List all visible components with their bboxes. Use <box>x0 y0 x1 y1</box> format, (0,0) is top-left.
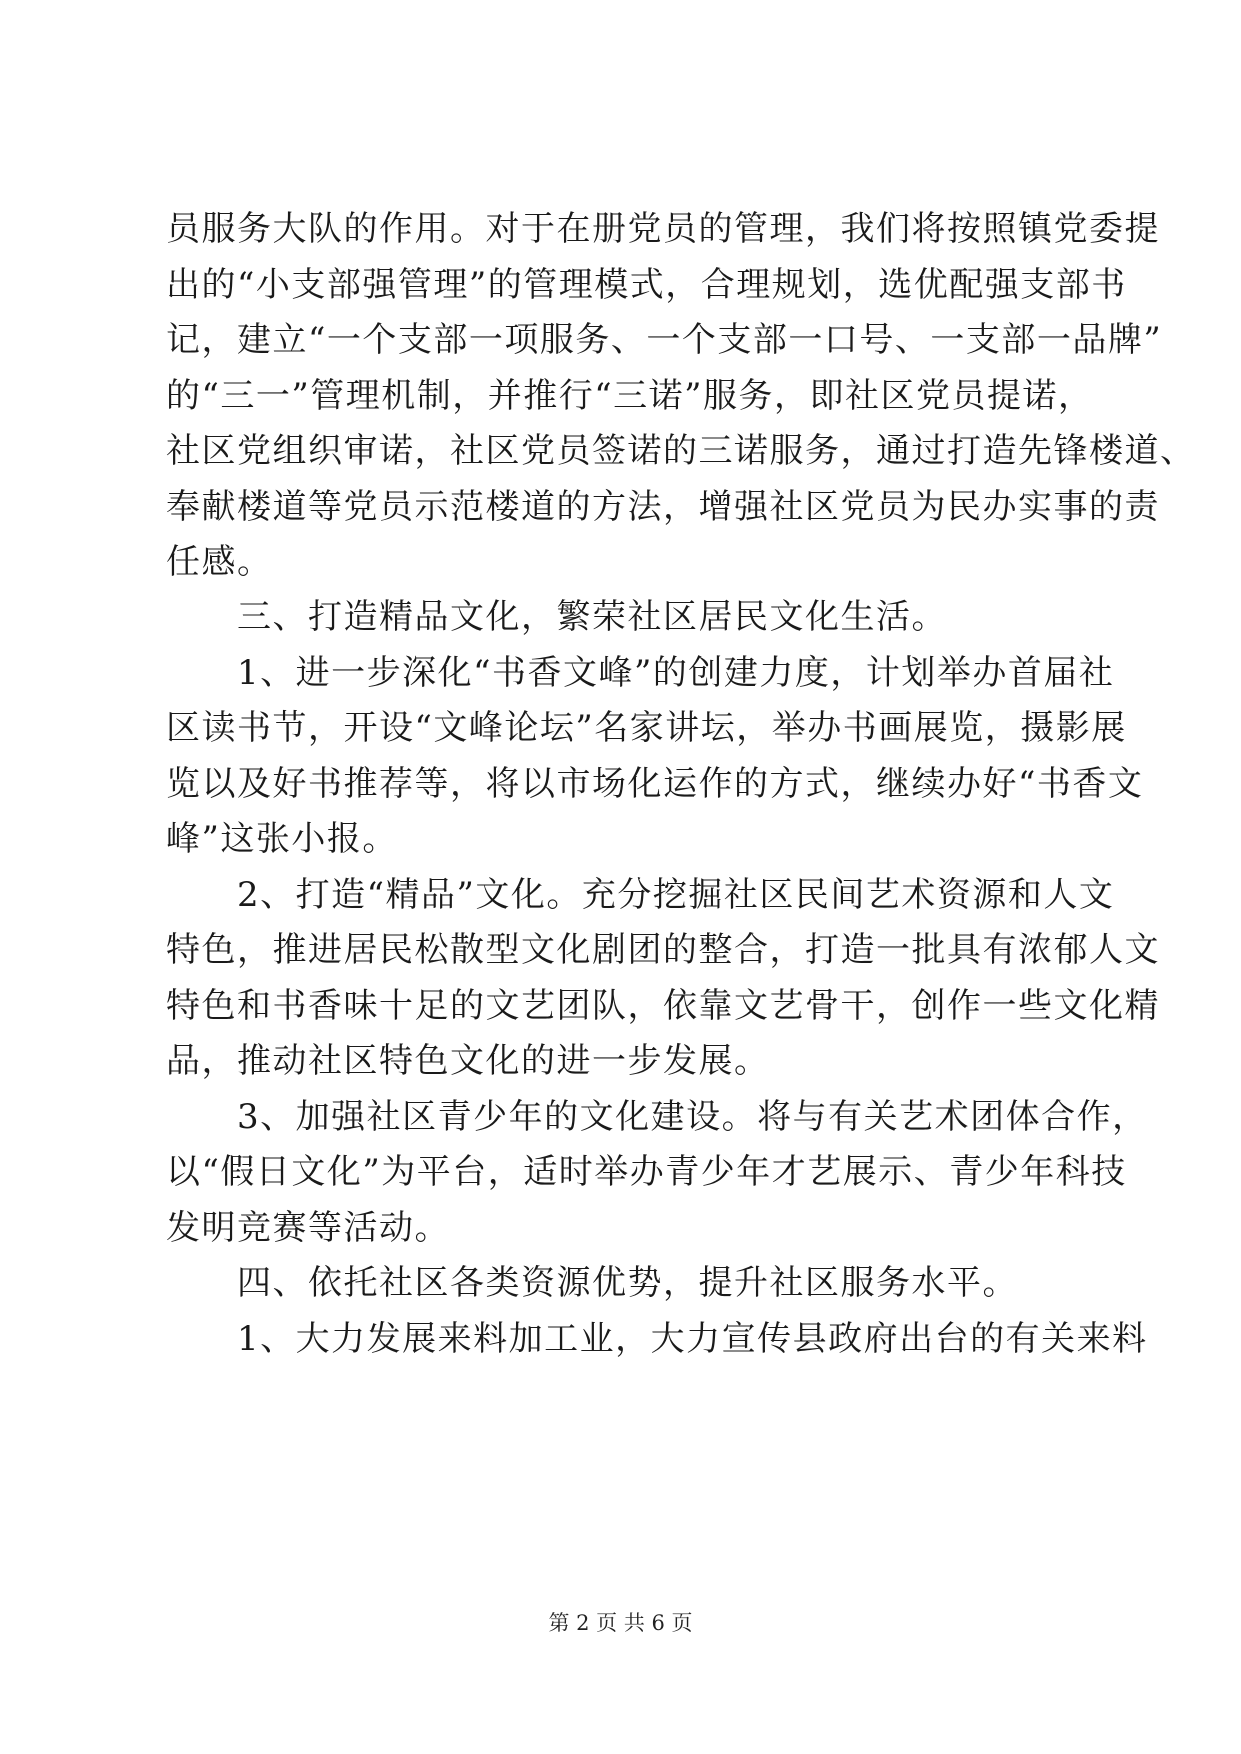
text-line: 2、打造“精品”文化。充分挖掘社区民间艺术资源和人文 <box>166 875 1115 915</box>
text-line: 特色和书香味十足的文艺团队，依靠文艺骨干，创作一些文化精 <box>166 986 1160 1026</box>
text-line: 社区党组织审诺，社区党员签诺的三诺服务，通过打造先锋楼道、 <box>166 431 1196 471</box>
text-line: 3、加强社区青少年的文化建设。将与有关艺术团体合作， <box>166 1097 1148 1137</box>
text-line: 1、大力发展来料加工业，大力宣传县政府出台的有关来料 <box>166 1319 1148 1359</box>
text-line: 品，推动社区特色文化的进一步发展。 <box>166 1041 770 1081</box>
text-line: 任感。 <box>166 542 273 582</box>
page-number-footer: 第 2 页 共 6 页 <box>548 1611 693 1635</box>
text-line: 记，建立“一个支部一项服务、一个支部一口号、一支部一品牌” <box>166 320 1163 360</box>
text-line: 的“三一”管理机制，并推行“三诺”服务，即社区党员提诺， <box>166 376 1094 416</box>
text-line: 1、进一步深化“书香文峰”的创建力度，计划举办首届社 <box>166 653 1115 693</box>
text-line: 出的“小支部强管理”的管理模式，合理规划，选优配强支部书 <box>166 265 1127 305</box>
text-line: 发明竞赛等活动。 <box>166 1208 450 1248</box>
section-heading: 三、打造精品文化，繁荣社区居民文化生活。 <box>166 597 947 637</box>
text-line: 员服务大队的作用。对于在册党员的管理，我们将按照镇党委提 <box>166 209 1160 249</box>
text-line: 览以及好书推荐等，将以市场化运作的方式，继续办好“书香文 <box>166 764 1144 804</box>
text-line: 区读书节，开设“文峰论坛”名家讲坛，举办书画展览，摄影展 <box>166 708 1127 748</box>
text-line: 奉献楼道等党员示范楼道的方法，增强社区党员为民办实事的责 <box>166 487 1160 527</box>
text-line: 峰”这张小报。 <box>166 819 398 859</box>
text-line: 以“假日文化”为平台，适时举办青少年才艺展示、青少年科技 <box>166 1152 1127 1192</box>
section-heading: 四、依托社区各类资源优势，提升社区服务水平。 <box>166 1263 1018 1303</box>
text-line: 特色，推进居民松散型文化剧团的整合，打造一批具有浓郁人文 <box>166 930 1160 970</box>
